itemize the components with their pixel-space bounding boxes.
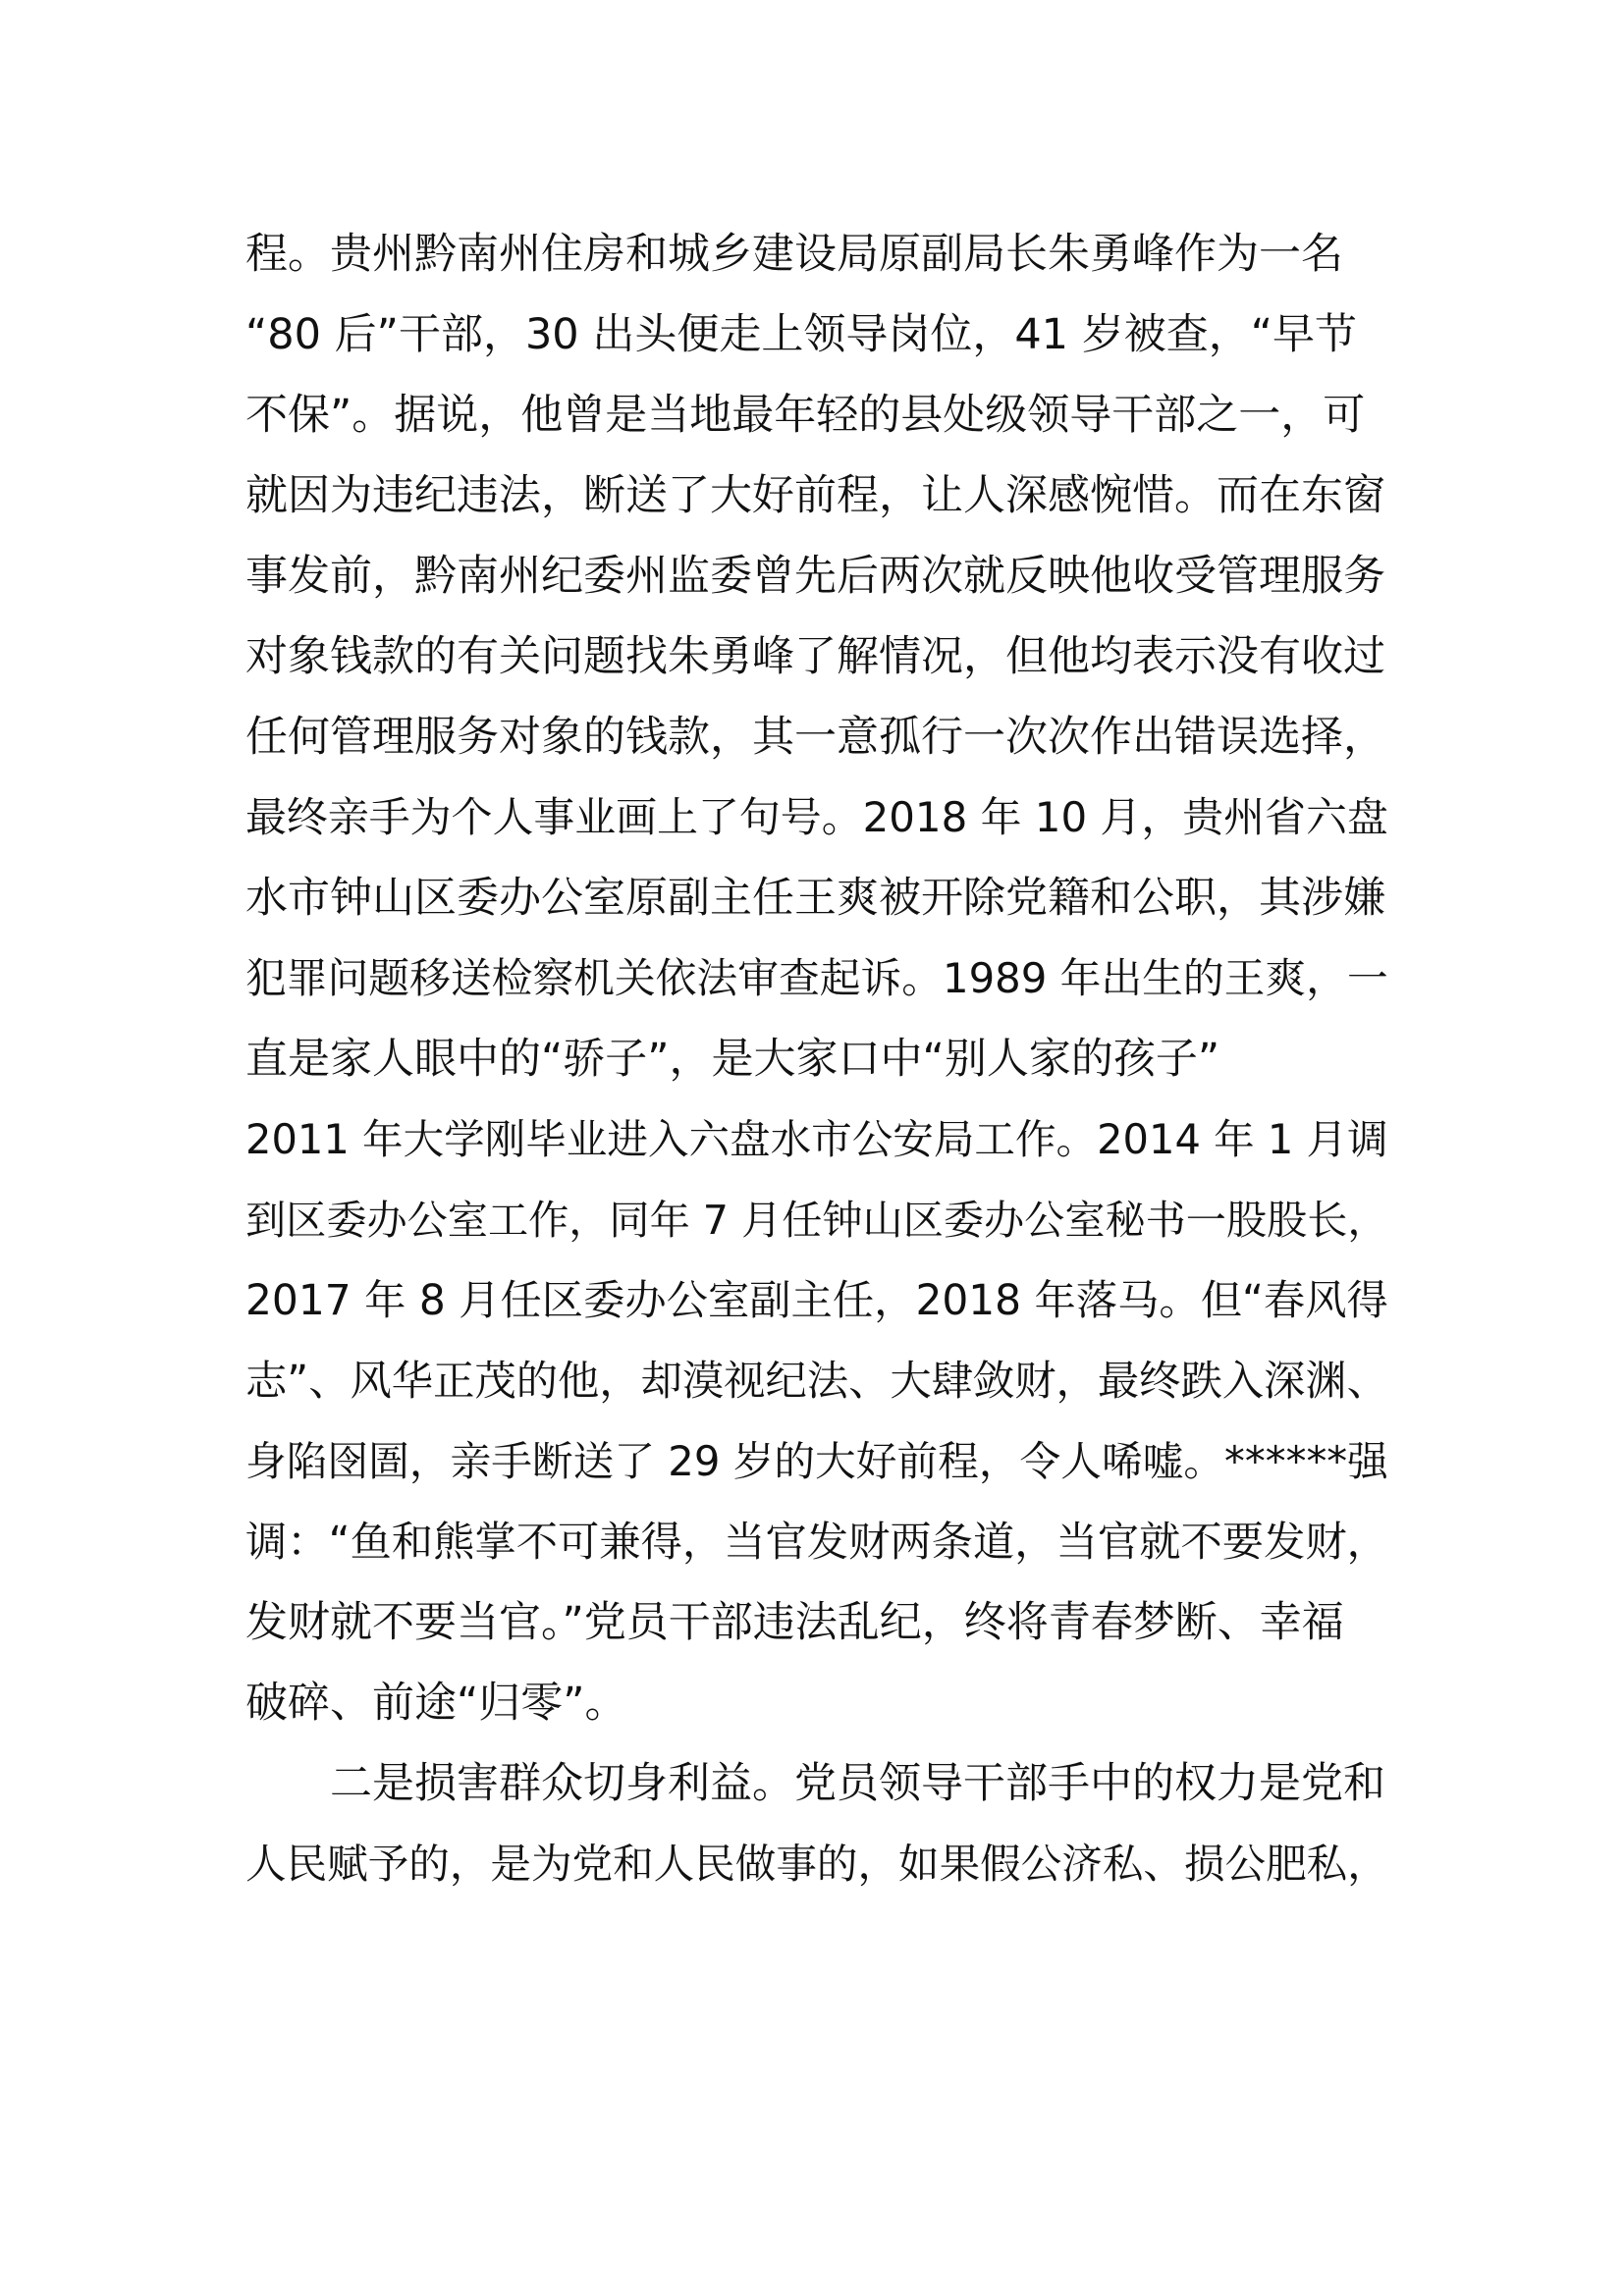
text-line: 犯罪问题移送检察机关依法审查起诉。1989 年出生的王爽，一 [245, 954, 1388, 1002]
text-line: 程。贵州黔南州住房和城乡建设局原副局长朱勇峰作为一名 [245, 230, 1343, 279]
body-text [245, 222, 1394, 1912]
text-line: 直是家人眼中的“骄子”，是大家口中“别人家的孩子” [245, 1035, 1220, 1084]
text-line: 身陷囹圄，亲手断送了 29 岁的大好前程，令人唏嘘。******强 [245, 1437, 1388, 1485]
paragraph-2-first-line: 二是损害群众切身利益。党员领导干部手中的权力是党和 [330, 1759, 1385, 1808]
text-line: 调：“鱼和熊掌不可兼得，当官发财两条道，当官就不要发财， [245, 1518, 1388, 1566]
text-line: 事发前，黔南州纪委州监委曾先后两次就反映他收受管理服务 [245, 552, 1385, 601]
text-line: 任何管理服务对象的钱款，其一意孤行一次次作出错误选择， [245, 713, 1385, 762]
text-line: 不保”。据说，他曾是当地最年轻的县处级领导干部之一，可 [245, 391, 1366, 440]
text-line: 就因为违纪违法，断送了大好前程，让人深感惋惜。而在东窗 [245, 471, 1385, 520]
text-line: “80 后”干部，30 出头便走上领导岗位，41 岁被查，“早节 [245, 310, 1357, 359]
text-line: 2017 年 8 月任区委办公室副主任，2018 年落马。但“春风得 [245, 1276, 1388, 1324]
text-line: 2011 年大学刚毕业进入六盘水市公安局工作。2014 年 1 月调 [245, 1115, 1388, 1163]
text-line: 最终亲手为个人事业画上了句号。2018 年 10 月，贵州省六盘 [245, 793, 1388, 841]
text-line: 发财就不要当官。”党员干部违法乱纪，终将青春梦断、幸福 [245, 1598, 1344, 1647]
text-line: 到区委办公室工作，同年 7 月任钟山区委办公室秘书一股股长， [245, 1197, 1388, 1244]
text-line: 水市钟山区委办公室原副主任王爽被开除党籍和公职，其涉嫌 [245, 874, 1385, 923]
text-line: 人民赋予的，是为党和人民做事的，如果假公济私、损公肥私， [245, 1840, 1388, 1888]
text-line-last: 破碎、前途“归零”。 [245, 1679, 627, 1728]
text-line: 对象钱款的有关问题找朱勇峰了解情况，但他均表示没有收过 [245, 632, 1385, 681]
text-line: 志”、风华正茂的他，却漠视纪法、大肆敛财，最终跌入深渊、 [245, 1357, 1388, 1405]
